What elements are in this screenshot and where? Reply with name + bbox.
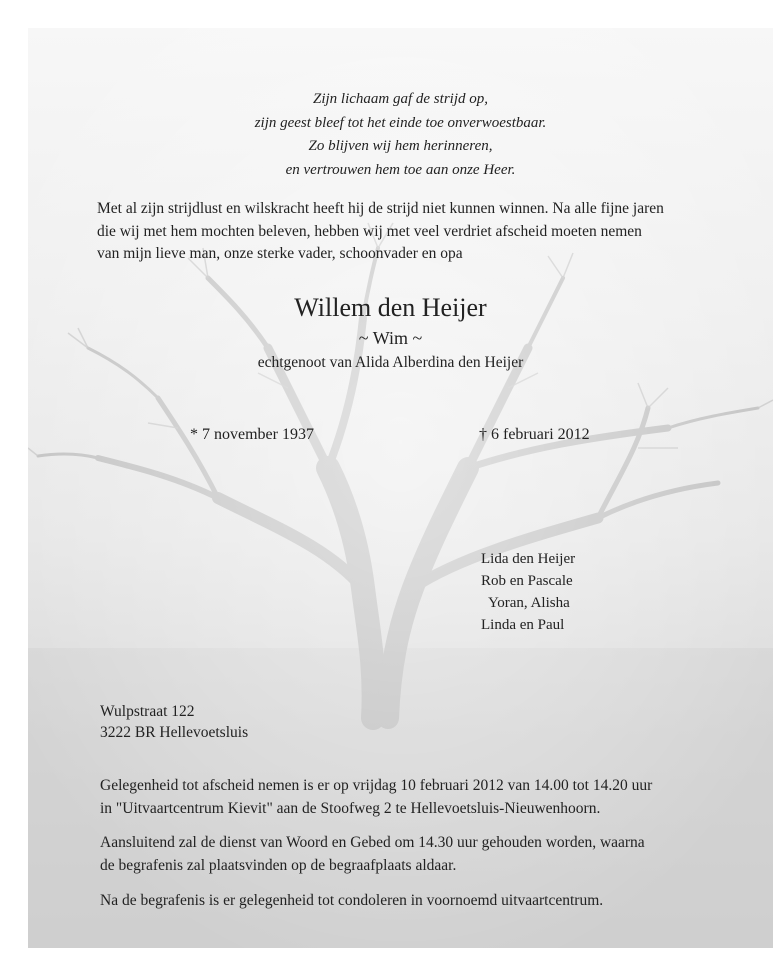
birth-date: * 7 november 1937 bbox=[190, 426, 314, 443]
family-member: Yoran, Alisha bbox=[481, 595, 570, 611]
farewell-line: Gelegenheid tot afscheid nemen is er op vrijdag 10 februari 2012 van 14.00 tot 14.20 uur bbox=[100, 777, 653, 794]
spouse-line: echtgenoot van Alida Alberdina den Heijer bbox=[257, 354, 524, 371]
family-member: Lida den Heijer bbox=[481, 551, 576, 567]
poem-line: en vertrouwen hem toe aan onze Heer. bbox=[285, 161, 516, 178]
intro-text bbox=[97, 198, 697, 266]
death-date: † 6 februari 2012 bbox=[479, 426, 590, 443]
intro-line: Met al zijn strijdlust en wilskracht heeft hij de strijd niet kunnen winnen. Na alle fijne jaren bbox=[97, 200, 664, 217]
poem-line: Zo blijven wij hem herinneren, bbox=[308, 138, 493, 154]
service-line: Aansluitend zal de dienst van Woord en Gebed om 14.30 uur gehouden worden, waarna bbox=[100, 834, 645, 851]
poem bbox=[28, 88, 773, 182]
service-line: de begrafenis zal plaatsvinden op de begraafplaats aldaar. bbox=[100, 856, 457, 874]
notice-card bbox=[28, 28, 773, 948]
family-list bbox=[481, 548, 575, 636]
intro-line: die wij met hem mochten beleven, hebben wij met veel verdriet afscheid moeten nemen bbox=[97, 222, 642, 240]
condolence-line: Na de begrafenis is er gelegenheid tot condoleren in voornoemd uitvaartcentrum. bbox=[100, 892, 604, 909]
condolence-paragraph bbox=[100, 890, 760, 913]
farewell-paragraph bbox=[100, 775, 760, 820]
address-city: 3222 BR Hellevoetsluis bbox=[100, 724, 249, 741]
family-member: Linda en Paul bbox=[481, 617, 565, 633]
family-member: Rob en Pascale bbox=[481, 573, 573, 589]
service-paragraph bbox=[100, 832, 760, 877]
intro-line: van mijn lieve man, onze sterke vader, schoonvader en opa bbox=[97, 245, 463, 262]
deceased-nickname: ~ Wim ~ bbox=[358, 328, 423, 348]
poem-line: zijn geest bleef tot het einde toe onverwoestbaar. bbox=[254, 114, 547, 131]
deceased-name: Willem den Heijer bbox=[294, 293, 487, 322]
address-block bbox=[100, 701, 248, 743]
farewell-line: in "Uitvaartcentrum Kievit" aan de Stoofweg 2 te Hellevoetsluis-Nieuwenhoorn. bbox=[100, 799, 601, 817]
address-street: Wulpstraat 122 bbox=[100, 703, 195, 720]
poem-line: Zijn lichaam gaf de strijd op, bbox=[312, 91, 488, 107]
